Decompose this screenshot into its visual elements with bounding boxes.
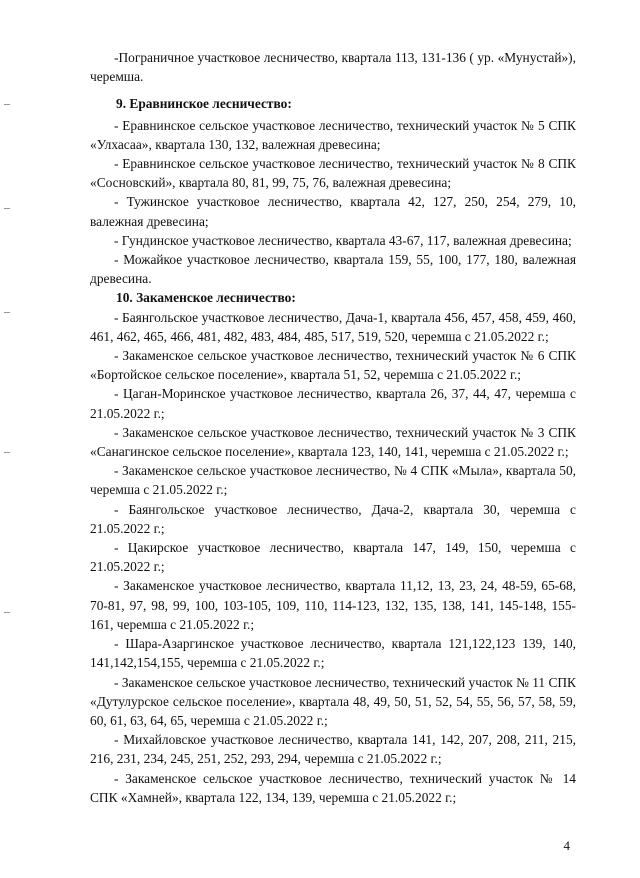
section-9-item: - Можайкое участковое лесничество, квартала 159, 55, 100, 177, 180, валежная древесина. [90, 252, 576, 287]
section-9-item: - Гундинское участковое лесничество, квартала 43-67, 117, валежная древесина; [114, 232, 572, 248]
section-10-item: - Цакирское участковое лесничество, квартала 147, 149, 150, черемша с 21.05.2022 г.; [90, 540, 576, 575]
section-10-item: - Михайловское участковое лесничество, квартала 141, 142, 207, 208, 211, 215, 216, 231, 234, 245, 251, 252, 293, 294, черемша с 21.05.2022 г.; [90, 732, 576, 767]
section-10-item: - Закаменское сельское участковое лесничество, технический участок № 6 СПК «Бортойское сельское поселение», квартала 51, 52, черемша с 21.05.2022 г.; [90, 348, 576, 383]
section-9-item: - Еравнинское сельское участковое лесничество, технический участок № 8 СПК «Сосновский», квартала 80, 81, 99, 75, 76, валежная древесина; [90, 156, 576, 191]
margin-mark [4, 208, 10, 209]
margin-mark [4, 452, 10, 453]
section-10-item: - Цаган-Моринское участковое лесничество, квартала 26, 37, 44, 47, черемша с 21.05.2022 г.; [90, 386, 576, 421]
margin-mark [4, 312, 10, 313]
section-9-item: - Тужинское участковое лесничество, квартала 42, 127, 250, 254, 279, 10, валежная древесина; [90, 194, 576, 229]
document-page [90, 48, 576, 807]
section-10-item: - Баянгольское участковое лесничество, Дача-2, квартала 30, черемша с 21.05.2022 г.; [90, 501, 576, 536]
intro-paragraph: -Пограничное участковое лесничество, квартала 113, 131-136 ( ур. «Мунустай»), черемша. [90, 50, 576, 85]
section-10-item: - Закаменское сельское участковое лесничество, технический участок № 14 СПК «Хамней», квартала 122, 134, 139, черемша с 21.05.2022 г.; [90, 770, 576, 805]
section-10-item: - Закаменское сельское участковое лесничество, № 4 СПК «Мыла», квартала 50, черемша с 21.05.2022 г.; [90, 463, 576, 498]
section-10-heading: 10. Закаменское лесничество: [116, 290, 296, 306]
section-10-item: - Баянгольское участковое лесничество, Дача-1, квартала 456, 457, 458, 459, 460, 461, 462, 465, 466, 481, 482, 483, 484, 485, 517, 519, 520, черемша с 21.05.2022 г.; [90, 309, 576, 344]
section-10-item: - Закаменское сельское участковое лесничество, технический участок № 3 СПК «Санагинское сельское поселение», квартала 123, 140, 141, черемша с 21.05.2022 г.; [90, 424, 576, 460]
margin-mark [4, 612, 10, 613]
section-9-item: - Еравнинское сельское участковое лесничество, технический участок № 5 СПК «Улхасаа», квартала 130, 132, валежная древесина; [90, 117, 576, 152]
section-10-item: - Закаменское сельское участковое лесничество, технический участок № 11 СПК «Дутулурское сельское поселение», квартала 48, 49, 50, 51, 52, 54, 55, 56, 57, 58, 59, 60, 61, 63, 64, 65, черемша с 21.05.2022 г.; [90, 674, 576, 728]
section-10-item: - Шара-Азаргинское участковое лесничество, квартала 121,122,123 139, 140, 141,142,154,155, черемша с 21.05.2022 г.; [90, 636, 576, 671]
section-9-heading: 9. Еравнинское лесничество: [116, 96, 292, 112]
page-number: 4 [563, 838, 570, 853]
section-10-item: - Закаменское участковое лесничество, квартала 11,12, 13, 23, 24, 48-59, 65-68, 70-81, 97, 98, 99, 100, 103-105, 109, 110, 114-123, 132, 135, 138, 141, 145-148, 155-161, черемша с 21.05.2022 г.; [90, 578, 576, 632]
margin-mark [4, 104, 10, 105]
